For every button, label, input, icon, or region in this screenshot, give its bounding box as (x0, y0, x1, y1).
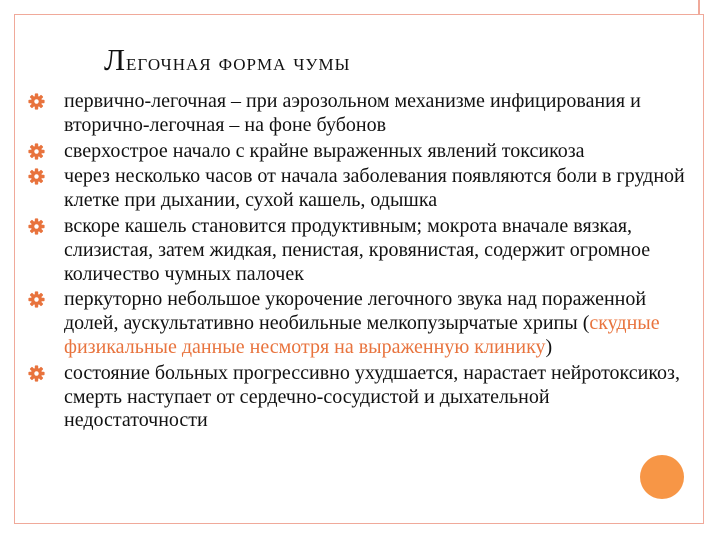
gear-flower-bullet-icon (28, 365, 45, 382)
gear-flower-bullet-icon (28, 143, 45, 160)
gear-flower-bullet-icon (28, 93, 45, 110)
gear-flower-bullet-icon (28, 168, 45, 185)
frame-corner-line (698, 0, 700, 14)
list-item-text: вскоре кашель становится продуктивным; мокрота вначале вязкая, слизистая, затем жидкая, пенистая, кровянистая, содержит огромное количество чумных палочек (64, 214, 651, 285)
list-item-text: состояние больных прогрессивно ухудшается, нарастает нейротоксикоз, смерть наступает от сердечно-сосудистой и дыхательной недостаточности (64, 361, 680, 432)
list-item (28, 90, 692, 138)
list-item-text-before: перкуторно небольшое укорочение легочного звука над пораженной долей, аускультативно необильные мелкопузырчатые хрипы ( (64, 288, 647, 335)
list-item-text: через несколько часов от начала заболевания появляются боли в грудной клетке при дыхании, сухой кашель, одышка (64, 165, 685, 212)
list-item-accent-text: скудные физикальные данные несмотря на выраженную клинику (64, 312, 660, 358)
list-item-text: первично-легочная – при аэрозольном механизме инфицирования и вторично-легочная – на фоне бубонов (64, 90, 641, 136)
bullet-list (28, 90, 692, 435)
list-item (28, 165, 692, 213)
gear-flower-bullet-icon (28, 291, 45, 308)
gear-flower-bullet-icon (28, 218, 45, 235)
list-item-text: сверхострое начало с крайне выраженных явлений токсикоза (64, 139, 585, 162)
list-item (28, 140, 692, 164)
list-item (28, 288, 692, 359)
list-item-text (64, 288, 660, 358)
slide-title: Легочная форма чумы (104, 42, 351, 77)
list-item (28, 215, 692, 286)
corner-circle-decoration (640, 455, 684, 499)
list-item (28, 362, 692, 433)
list-item-text-after: ) (545, 335, 553, 358)
